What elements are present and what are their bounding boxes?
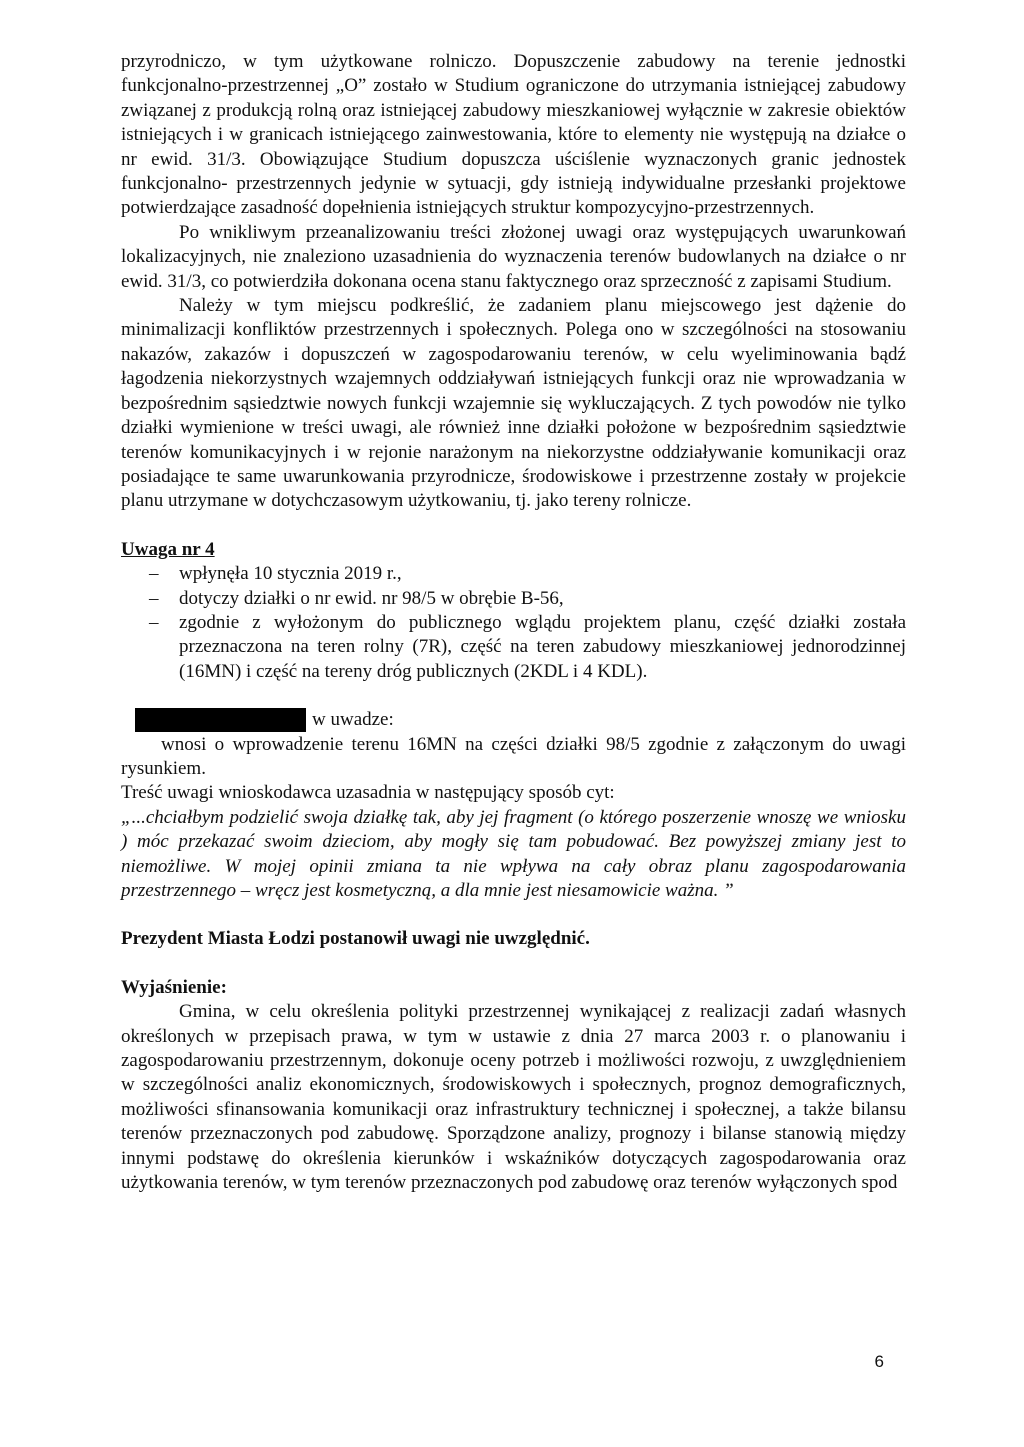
- uwaga-heading: Uwaga nr 4: [121, 538, 215, 560]
- document-page: [121, 50, 906, 1195]
- decision-heading: Prezydent Miasta Łodzi postanowił uwagi nie uwzględnić.: [121, 928, 590, 950]
- wyjasnienie-paragraph: Gmina, w celu określenia polityki przestrzennej wynikającej z realizacji zadań własnych określonych w przepisach prawa, w tym w ustawie z dnia 27 marca 2003 r. o planowaniu i zagospodarowaniu przestrzennym, dokonuje oceny potrzeb i możliwości rozwoju, z uwzględnieniem w szczególności analiz ekonomicznych, środowiskowych i społecznych, prognoz demograficznych, możliwości sfinansowania komunikacji oraz infrastruktury technicznej i społecznej, a także bilansu terenów przeznaczonych pod zabudowę. Sporządzone analizy, prognozy i bilanse stanowią między innymi podstawę do określenia kierunków i wskaźników dotyczących zagospodarowania oraz użytkowania terenów, w tym terenów przeznaczonych pod zabudowę oraz terenów wyłączonych spod: [121, 1001, 906, 1194]
- list-item: – wpłynęła 10 stycznia 2019 r.,: [121, 562, 906, 586]
- redacted-suffix: w uwadze:: [312, 709, 394, 731]
- uwaga-details-list: [121, 562, 906, 684]
- quote-paragraph: „...chciałbym podzielić swoja działkę tak, aby jej fragment (o którego poszerzenie wnoszę we wniosku ) móc przekazać swoim dzieciom, aby mogły się tam pobudować. Bez powyższej zmiany jest to niemożliwe. W mojej opinii zmiana ta nie wpływa na cały obraz planu zagospodarowania przestrzennego – wręcz jest kosmetyczną, a dla mnie jest niesamowicie ważna. ”: [121, 806, 906, 901]
- paragraph-conflicts: Należy w tym miejscu podkreślić, że zadaniem planu miejscowego jest dążenie do minimalizacji konfliktów przestrzennych i społecznych. Polega ono w szczególności na stosowaniu nakazów, zakazów i dopuszczeń w zagospodarowaniu terenów, w celu wyeliminowania bądź łagodzenia niekorzystnych wzajemnych oddziaływań istniejących funkcji oraz nie wprowadzania w bezpośrednim sąsiedztwie nowych funkcji wzajemnie się wykluczających. Z tych powodów nie tylko działki wymienione w treści uwagi, ale również inne działki położone w bezpośrednim sąsiedztwie terenów komunikacyjnych i w rejonie narażonym na niekorzystne oddziaływanie komunikacji oraz posiadające te same uwarunkowania przyrodnicze, środowiskowe i przestrzenne zostały w projekcie planu utrzymane w dotychczasowym użytkowaniu, tj. jako tereny rolnicze.: [121, 295, 906, 512]
- page-number: 6: [874, 1352, 884, 1371]
- tresc-paragraph: Treść uwagi wnioskodawca uzasadnia w następujący sposób cyt:: [121, 782, 615, 804]
- redacted-author-line: [135, 708, 906, 732]
- wnosi-paragraph: wnosi o wprowadzenie terenu 16MN na części działki 98/5 zgodnie z załączonym do uwagi rysunkiem.: [121, 733, 906, 779]
- redaction-block: [135, 708, 306, 732]
- wyjasnienie-heading: Wyjaśnienie:: [121, 976, 227, 998]
- paragraph-continuation: przyrodniczo, w tym użytkowane rolniczo. Dopuszczenie zabudowy na terenie jednostki funkcjonalno-przestrzennej „O” zostało w Studium ograniczone do utrzymania istniejącej zabudowy związanej z produkcją rolną oraz istniejącej zabudowy mieszkaniowej wyłącznie w zakresie obiektów istniejących i w granicach istniejącego zainwestowania, które to elementy nie występują na działce o nr ewid. 31/3. Obowiązujące Studium dopuszcza uściślenie wyznaczonych granic jednostek funkcjonalno- przestrzennych jedynie w sytuacji, gdy istnieją indywidualne przesłanki projektowe potwierdzające zasadność dopełnienia istniejących struktur kompozycyjno-przestrzennych.: [121, 51, 906, 219]
- paragraph-analysis: Po wnikliwym przeanalizowaniu treści złożonej uwagi oraz występujących uwarunkowań lokalizacyjnych, nie znaleziono uzasadnienia do wyznaczenia terenów budowlanych na działce o nr ewid. 31/3, co potwierdziła dokonana ocena stanu faktycznego oraz sprzeczność z zapisami Studium.: [121, 221, 906, 292]
- list-item: – zgodnie z wyłożonym do publicznego wglądu projektem planu, część działki została przeznaczona na teren rolny (7R), część na teren zabudowy mieszkaniowej jednorodzinnej (16MN) i część na tereny dróg publicznych (2KDL i 4 KDL).: [121, 611, 906, 684]
- list-item: – dotyczy działki o nr ewid. nr 98/5 w obrębie B-56,: [121, 587, 906, 611]
